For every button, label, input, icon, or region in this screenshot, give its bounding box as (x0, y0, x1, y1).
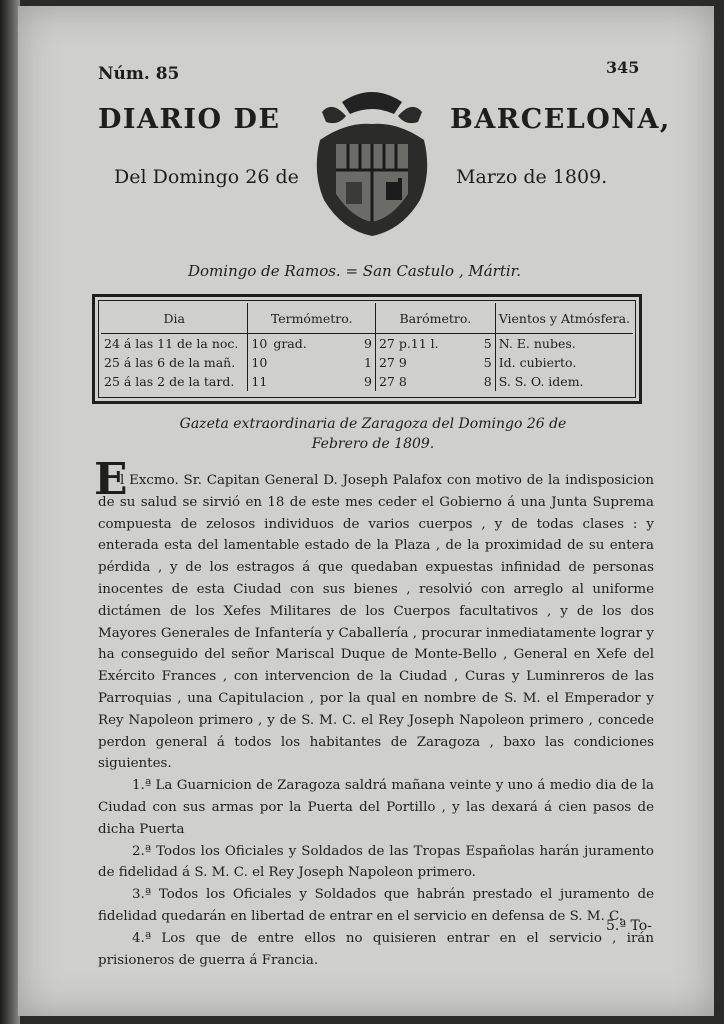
masthead-date-right: Marzo de 1809. (456, 166, 608, 188)
capitulation-article: 2.ª Todos los Oficiales y Soldados de las Tropas Españolas harán juramento de fidelidad á S. M. C. el Rey Joseph Napoleon primero. (98, 843, 654, 881)
cell-baro: 27 p.11 l. (378, 336, 439, 351)
cell-dia: 25 á las 6 de la mañ. (101, 353, 248, 372)
catchword: 5.ª To- (606, 918, 652, 934)
weather-row (101, 372, 633, 391)
masthead-date-left: Del Domingo 26 de (114, 166, 299, 188)
drop-cap: E (94, 454, 128, 505)
book-gutter (0, 0, 20, 1024)
cell-baro-lines: 5 (442, 353, 496, 372)
capitulation-article: 1.ª La Guarnicion de Zaragoza saldrá mañana veinte y uno á medio dia de la Ciudad con sus armas por la Puerta del Portillo , y las dexará á cien pasos de dicha Puerta (98, 778, 654, 837)
coat-of-arms-icon (302, 82, 442, 242)
cell-dia: 24 á las 11 de la noc. (101, 334, 248, 354)
header-termometro: Termómetro. (248, 303, 376, 334)
cell-temp-deg: 10 (251, 336, 268, 351)
masthead-title-left: DIARIO DE (98, 104, 281, 135)
article-intro: l Excmo. Sr. Capitan General D. Joseph Palafox con motivo de la indisposicion de su salud se sirvió en 18 de este mes ceder el Gobierno á una Junta Suprema compuesta de zelosos individuos de varios cuerpos , y de todas clases : y enterada esta del lamentable estado de la Plaza , de la proximidad de su entera pérdida , y de los estragos á que quedaban expuestas infinidad de personas inocentes de esta Ciudad con sus bienes , resolvió con arreglo al uniforme dictámen de los Xefes Militares de los Cuerpos facultativos , y de los dos Mayores Generales de Infantería y Caballería , procurar inmediatamente lograr y ha conseguido del señor Mariscal Duque de Monte-Bello , General en Xefe del Exército Frances , con intervencion de la Ciudad , Curas y Luminreros de las Parroquias , una Capitulacion , por la qual en nombre de S. M. el Emperador y Rey Napoleon primero , y de S. M. C. el Rey Joseph Napoleon primero , concede perdon general á todos los habitantes de Zaragoza , baxo las condiciones siguientes. (98, 473, 654, 772)
header-vientos: Vientos y Atmósfera. (495, 303, 633, 334)
cell-baro-lines: 8 (442, 372, 496, 391)
page-number: 345 (606, 58, 640, 77)
gazeta-heading-line1: Gazeta extraordinaria de Zaragoza del Domingo 26 de (179, 416, 567, 432)
weather-row (101, 353, 633, 372)
cell-temp-deg: 11 (251, 374, 268, 389)
cell-baro: 27 8 (378, 374, 407, 389)
cell-temp-unit: grad. (273, 336, 307, 351)
cell-temp-deg: 10 (251, 355, 268, 370)
cell-temp-unit (270, 372, 309, 391)
cell-temp-min: 9 (310, 372, 376, 391)
gazeta-heading-line2: Febrero de 1809. (311, 436, 435, 452)
cell-vientos: S. S. O. idem. (498, 374, 584, 389)
header-dia: Dia (101, 303, 248, 334)
cell-temp-min: 1 (310, 353, 376, 372)
cell-baro: 27 9 (378, 355, 407, 370)
article-body (98, 470, 654, 971)
header-barometro: Barómetro. (375, 303, 495, 334)
capitulation-article: 3.ª Todos los Oficiales y Soldados que habrán prestado el juramento de fidelidad quedarán en libertad de entrar en el servicio en defensa de S. M. C. (98, 887, 654, 924)
cell-temp-min: 9 (310, 334, 376, 354)
newspaper-page (18, 6, 714, 1016)
weather-row (101, 334, 633, 354)
capitulation-article: 4.ª Los que de entre ellos no quisieren entrar en el servicio , irán prisioneros de guerra á Francia. (98, 930, 654, 968)
cell-baro-lines: 5 (442, 334, 496, 354)
cell-vientos: Id. cubierto. (498, 355, 577, 370)
cell-dia: 25 á las 2 de la tard. (101, 372, 248, 391)
liturgical-day: Domingo de Ramos. = San Castulo , Mártir. (188, 262, 521, 280)
cell-vientos: N. E. nubes. (498, 336, 576, 351)
masthead-title-right: BARCELONA, (450, 104, 671, 135)
weather-table (92, 294, 642, 404)
cell-temp-unit (270, 353, 309, 372)
weather-header-row (101, 303, 633, 334)
issue-number: Núm. 85 (98, 64, 180, 84)
